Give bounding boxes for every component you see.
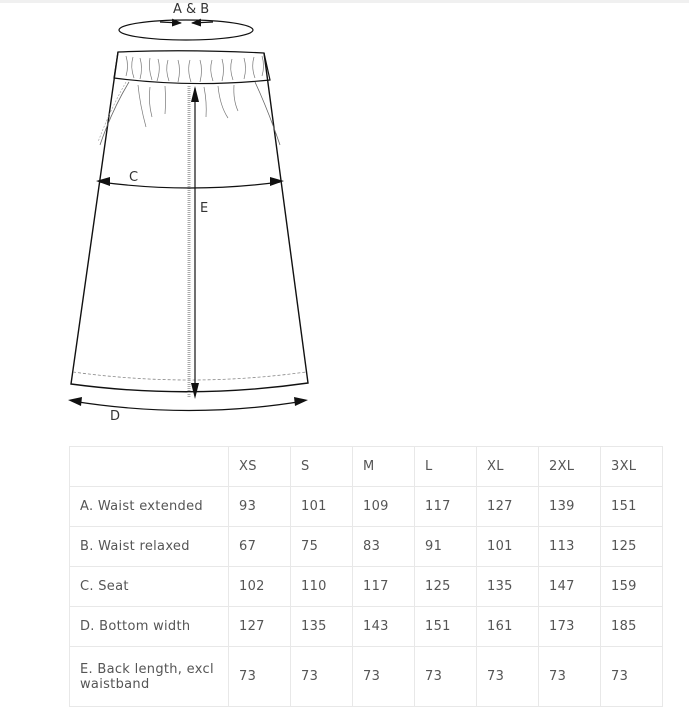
label-d: D — [110, 409, 121, 424]
cell: 109 — [353, 487, 415, 527]
header-cell-xl: XL — [477, 447, 539, 487]
cell: 127 — [477, 487, 539, 527]
table-row — [70, 607, 663, 647]
row-label: C. Seat — [70, 567, 229, 607]
table-row — [70, 487, 663, 527]
cell: 83 — [353, 527, 415, 567]
table-header-row — [70, 447, 663, 487]
cell: 73 — [229, 647, 291, 707]
cell: 73 — [601, 647, 663, 707]
cell: 110 — [291, 567, 353, 607]
label-ab: A & B — [173, 2, 210, 17]
cell: 159 — [601, 567, 663, 607]
cell: 185 — [601, 607, 663, 647]
cell: 117 — [353, 567, 415, 607]
cell: 139 — [539, 487, 601, 527]
skirt-body — [71, 52, 308, 398]
label-c: C — [129, 170, 139, 185]
header-cell — [70, 447, 229, 487]
waistband — [114, 51, 270, 127]
cell: 102 — [229, 567, 291, 607]
cell: 173 — [539, 607, 601, 647]
header-cell-s: S — [291, 447, 353, 487]
cell: 73 — [415, 647, 477, 707]
cell: 125 — [415, 567, 477, 607]
table-row — [70, 567, 663, 607]
header-cell-3xl: 3XL — [601, 447, 663, 487]
cell: 127 — [229, 607, 291, 647]
cell: 73 — [291, 647, 353, 707]
table-row — [70, 647, 663, 707]
cell: 73 — [477, 647, 539, 707]
row-label: D. Bottom width — [70, 607, 229, 647]
label-e: E — [200, 201, 209, 216]
cell: 75 — [291, 527, 353, 567]
cell: 73 — [353, 647, 415, 707]
cell: 101 — [291, 487, 353, 527]
row-label: A. Waist extended — [70, 487, 229, 527]
waist-measure-ellipse — [119, 20, 253, 40]
header-cell-l: L — [415, 447, 477, 487]
cell: 151 — [415, 607, 477, 647]
cell: 135 — [477, 567, 539, 607]
cell: 125 — [601, 527, 663, 567]
cell: 101 — [477, 527, 539, 567]
cell: 117 — [415, 487, 477, 527]
header-cell-2xl: 2XL — [539, 447, 601, 487]
cell: 91 — [415, 527, 477, 567]
size-chart-table — [69, 446, 663, 707]
length-measure-arrow — [191, 86, 199, 399]
cell: 67 — [229, 527, 291, 567]
header-cell-m: M — [353, 447, 415, 487]
cell: 73 — [539, 647, 601, 707]
cell: 161 — [477, 607, 539, 647]
row-label: B. Waist relaxed — [70, 527, 229, 567]
cell: 135 — [291, 607, 353, 647]
cell: 93 — [229, 487, 291, 527]
table-row — [70, 527, 663, 567]
cell: 113 — [539, 527, 601, 567]
header-cell-xs: XS — [229, 447, 291, 487]
row-label: E. Back length, excl waistband — [70, 647, 229, 707]
cell: 147 — [539, 567, 601, 607]
cell: 143 — [353, 607, 415, 647]
bottom-width-measure-arrow — [68, 397, 308, 411]
cell: 151 — [601, 487, 663, 527]
